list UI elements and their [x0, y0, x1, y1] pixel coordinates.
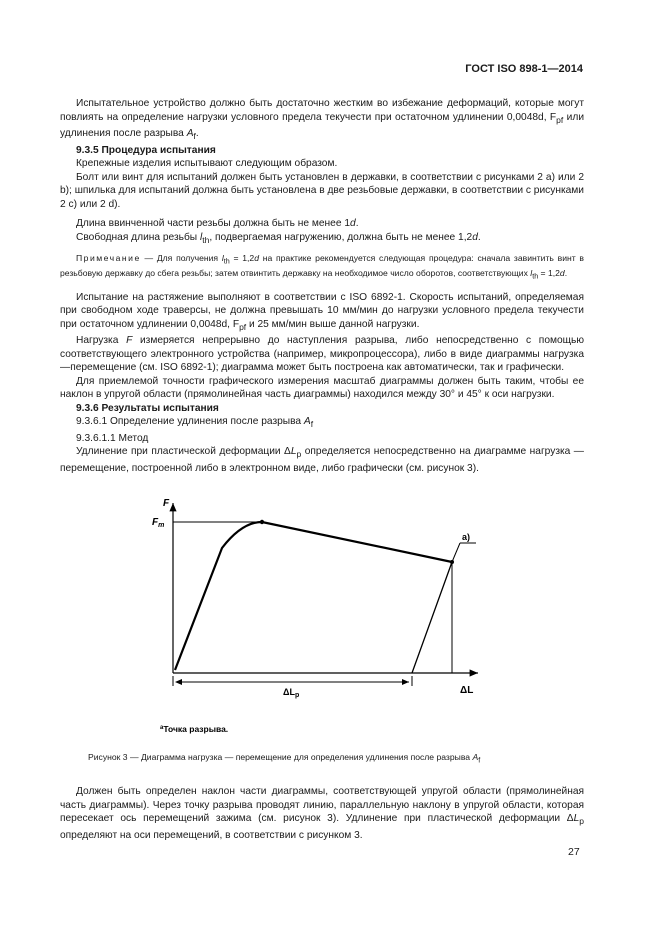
paragraph: Испытательное устройство должно быть достаточно жестким во избежание деформаций, которые могут повлиять на определение нагрузки условного предела текучести при остаточном удлинении 0,0048d, $F_{pf}$ или удлинения после разрыва $A_f$. — [60, 98, 585, 142]
paragraph: Для приемлемой точности графического измерения масштаб диаграммы должен быть таким, чтобы ее наклон в упругой области (прямолинейная часть диаграммы) находился между 30° и 45° к оси нагрузки. — [60, 375, 584, 401]
note: Примечание — Для получения $l_{th} = 1,2d$ на практике рекомендуется следующая процедура: сначала завинтить винт в резьбовую державку до сбега резьбы; затем отвинтить державку на необходимое число оборотов, соответствующих $l_{th} = 1,2d$. — [60, 253, 584, 282]
document-header: ГОСТ ISO 898-1—2014 — [465, 63, 583, 75]
fm-label: $F_m$ — [152, 517, 165, 529]
paragraph: Длина ввинченной части резьбы должна быть не менее 1d. — [76, 218, 359, 230]
max-load-point — [260, 520, 264, 524]
figure-caption: Рисунок 3 — Диаграмма нагрузка — перемещение для определения удлинения после разрыва $A_f$ — [88, 752, 481, 765]
paragraph: Болт или винт для испытаний должен быть установлен в державки, в соответствии с рисунками 2 а) или 2 b); шпилька для испытаний должна быть установлена в две резьбовые державки, в соответствии с рисунками 2 с) или 2 d). — [60, 171, 584, 210]
fracture-marker: a) — [462, 532, 471, 542]
page-number: 27 — [568, 846, 580, 858]
fracture-leader — [452, 543, 460, 562]
dlp-label: $\Delta L_p$ — [283, 687, 300, 699]
unloading-line — [412, 562, 452, 673]
section-heading: 9.3.6 Результаты испытания — [76, 402, 219, 414]
paragraph: Испытание на растяжение выполняют в соответствии с ISO 6892-1. Скорость испытаний, определяемая при свободном ходе траверсы, не должна превышать 10 мм/мин до нагрузки условного предела текучести при остаточном удлинении 0,0048d, $F_{pf}$ и 25 мм/мин выше данной нагрузки. — [60, 291, 584, 332]
paragraph: Удлинение при пластической деформации $\Delta L_p$ определяется непосредственно на диаграмме нагрузка — перемещение, построенной либо в электронном виде, либо графически (см. рисунок 3). — [60, 446, 584, 474]
y-axis-label: F — [163, 498, 170, 509]
paragraph: Нагрузка F измеряется непрерывно до наступления разрыва, либо непосредственно с помощью соответствующего электронного устройства (например, микропроцессора), либо в виде диаграммы нагрузка—перемещение (см. ISO 6892-1); диаграмма может быть построена как автоматически, так и графически. — [60, 335, 584, 374]
section-heading: 9.3.5 Процедура испытания — [76, 144, 216, 156]
subsection-heading: 9.3.6.1.1 Метод — [76, 432, 149, 444]
paragraph: Крепежные изделия испытывают следующим образом. — [76, 158, 338, 170]
subsection-heading: 9.3.6.1 Определение удлинения после разрыва $A_f$ — [76, 416, 314, 430]
figure-footnote: $^a$Точка разрыва. — [160, 724, 229, 734]
paragraph: Должен быть определен наклон части диаграммы, соответствующей упругой области (прямолинейная часть диаграммы). Через точку разрыва проводят линию, параллельную наклону в упругой области, которая пересекает ось перемещений зажима (см. рисунок 3). Удлинение при пластической деформации $\Delta L_p$ определяют на оси перемещений, в соответствии с рисунком 3. — [60, 786, 584, 841]
load-curve — [175, 522, 452, 670]
paragraph: Свободная длина резьбы $l_{th}$, подвергаемая нагружению, должна быть не менее 1,2d. — [76, 231, 481, 245]
x-axis-label: ΔL — [460, 685, 474, 696]
